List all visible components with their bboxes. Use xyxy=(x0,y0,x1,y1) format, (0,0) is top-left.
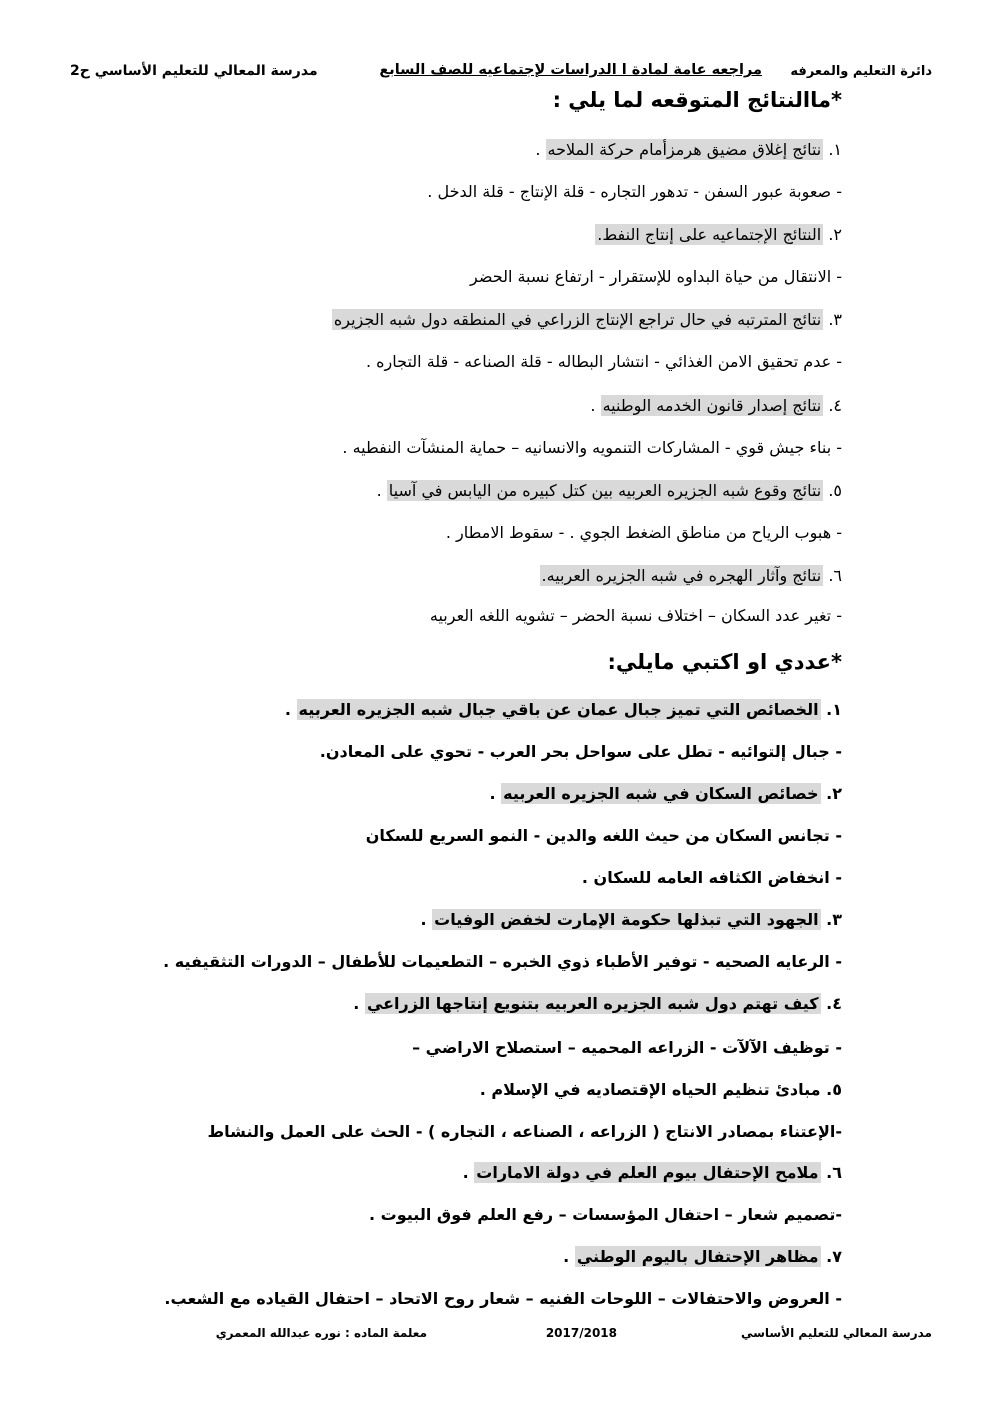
s2-answer-7: - العروض والاحتفالات – اللوحات الفنيه – شعار روح الاتحاد – احتفال القياده مع الشعب. xyxy=(164,1289,842,1308)
s2-q5-text: مبادئ تنظيم الحياه الإقتصاديه في الإسلام . xyxy=(479,1080,821,1099)
s2-question-2: ٢. خصائص السكان في شبه الجزيره العربيه . xyxy=(489,784,842,803)
s2-answer-1: - جبال إلتوائيه - تطل على سواحل بحر العرب - تحوي على المعادن. xyxy=(319,742,842,761)
s1-q3-text: نتائج المترتبه في حال تراجع الإنتاج الزراعي في المنطقه دول شبه الجزيره xyxy=(333,310,822,329)
s2-answer-3: - الرعايه الصحيه - توفير الأطباء ذوي الخبره – التطعيمات للأطفال – الدورات التثقيفيه . xyxy=(163,952,842,971)
page-header xyxy=(60,62,932,86)
s2-question-7: ٧. مظاهر الإحتفال باليوم الوطني . xyxy=(563,1247,842,1266)
s1-answer-4: - بناء جيش قوي - المشاركات التنمويه والانسانيه – حماية المنشآت النفطيه . xyxy=(342,438,842,457)
section2-title: *عددي او اكتبي مايلي: xyxy=(607,650,842,674)
s1-question-2: ٢. النتائج الإجتماعيه على إنتاج النفط. xyxy=(597,225,842,244)
s1-question-5: ٥. نتائج وقوع شبه الجزيره العربيه بين كتل كبيره من اليابس في آسيا . xyxy=(376,481,842,500)
page-footer xyxy=(60,1326,932,1344)
s2-question-4: ٤. كيف تهتم دول شبه الجزيره العربيه بتنويع إنتاجها الزراعي . xyxy=(353,994,842,1013)
s1-q4-text: نتائج إصدار قانون الخدمه الوطنيه xyxy=(602,396,822,415)
s2-question-3: ٣. الجهود التي تبذلها حكومة الإمارت لخفض الوفيات . xyxy=(420,910,842,929)
s1-q5-text: نتائج وقوع شبه الجزيره العربيه بين كتل كبيره من اليابس في آسيا xyxy=(388,481,822,500)
s1-answer-6: - تغير عدد السكان – اختلاف نسبة الحضر – تشويه اللغه العربيه xyxy=(429,606,842,625)
s2-q2-text: خصائص السكان في شبه الجزيره العربيه xyxy=(503,784,819,803)
s2-q4-text: كيف تهتم دول شبه الجزيره العربيه بتنويع إنتاجها الزراعي xyxy=(366,994,819,1013)
s2-q7-text: مظاهر الإحتفال باليوم الوطني xyxy=(576,1247,819,1266)
s2-question-5: ٥. مبادئ تنظيم الحياه الإقتصاديه في الإسلام . xyxy=(479,1080,842,1099)
s2-answer-2a: - تجانس السكان من حيث اللغه والدين - النمو السريع للسكان xyxy=(365,826,842,845)
s1-question-4: ٤. نتائج إصدار قانون الخدمه الوطنيه . xyxy=(590,396,842,415)
footer-school: مدرسة المعالي للتعليم الأساسي xyxy=(740,1326,932,1340)
s2-answer-6: -تصميم شعار – احتفال المؤسسات – رفع العلم فوق البيوت . xyxy=(369,1205,842,1224)
s1-q2-text: النتائج الإجتماعيه على إنتاج النفط. xyxy=(597,225,822,244)
s1-answer-1: - صعوبة عبور السفن - تدهور التجاره - قلة الإنتاج - قلة الدخل . xyxy=(427,182,842,201)
s1-q1-text: نتائج إغلاق مضيق هرمزأمام حركة الملاحه xyxy=(547,140,822,159)
s1-question-6: ٦. نتائج وآثار الهجره في شبه الجزيره العربيه. xyxy=(541,566,842,585)
s2-q1-text: الخصائص التي تميز جبال عمان عن باقي جبال شبه الجزيره العربيه xyxy=(298,700,819,719)
header-directorate: دائرة التعليم والمعرفه xyxy=(790,64,932,79)
s1-question-1: ١. نتائج إغلاق مضيق هرمزأمام حركة الملاحه . xyxy=(535,140,842,159)
s1-answer-5: - هبوب الرياح من مناطق الضغط الجوي . - سقوط الامطار . xyxy=(445,523,842,542)
footer-year: 2017/2018 xyxy=(545,1326,617,1340)
s2-q3-text: الجهود التي تبذلها حكومة الإمارت لخفض الوفيات xyxy=(434,910,819,929)
header-title: مراجعه عامة لمادة ا الدراسات لإجتماعيه للصف السابع xyxy=(379,62,762,78)
s1-q6-text: نتائج وآثار الهجره في شبه الجزيره العربيه. xyxy=(541,566,822,585)
footer-teacher: معلمة الماده : نوره عبدالله المعمري xyxy=(215,1326,427,1340)
s2-answer-4: - توظيف الآلآت - الزراعه المحميه – استصلاح الاراضي – xyxy=(412,1038,842,1057)
header-school: مدرسة المعالي للتعليم الأساسي ح2 xyxy=(70,63,318,79)
s2-answer-2b: - انخفاض الكثافه العامه للسكان . xyxy=(581,868,842,887)
s1-question-3: ٣. نتائج المترتبه في حال تراجع الإنتاج الزراعي في المنطقه دول شبه الجزيره xyxy=(333,310,842,329)
s1-answer-3: - عدم تحقيق الامن الغذائي - انتشار البطاله - قلة الصناعه - قلة التجاره . xyxy=(365,352,842,371)
s2-answer-5: -الإعتناء بمصادر الانتاج ( الزراعه ، الصناعه ، التجاره ) - الحث على العمل والنشاط xyxy=(207,1122,842,1141)
s2-question-6: ٦. ملامح الإحتفال بيوم العلم في دولة الامارات . xyxy=(462,1163,842,1182)
section1-title: *ماالنتائج المتوقعه لما يلي : xyxy=(552,88,842,112)
s1-answer-2: - الانتقال من حياة البداوه للإستقرار - ارتفاع نسبة الحضر xyxy=(470,267,842,286)
s2-q6-text: ملامح الإحتفال بيوم العلم في دولة الامارات xyxy=(476,1163,819,1182)
s2-question-1: ١. الخصائص التي تميز جبال عمان عن باقي جبال شبه الجزيره العربيه . xyxy=(284,700,842,719)
